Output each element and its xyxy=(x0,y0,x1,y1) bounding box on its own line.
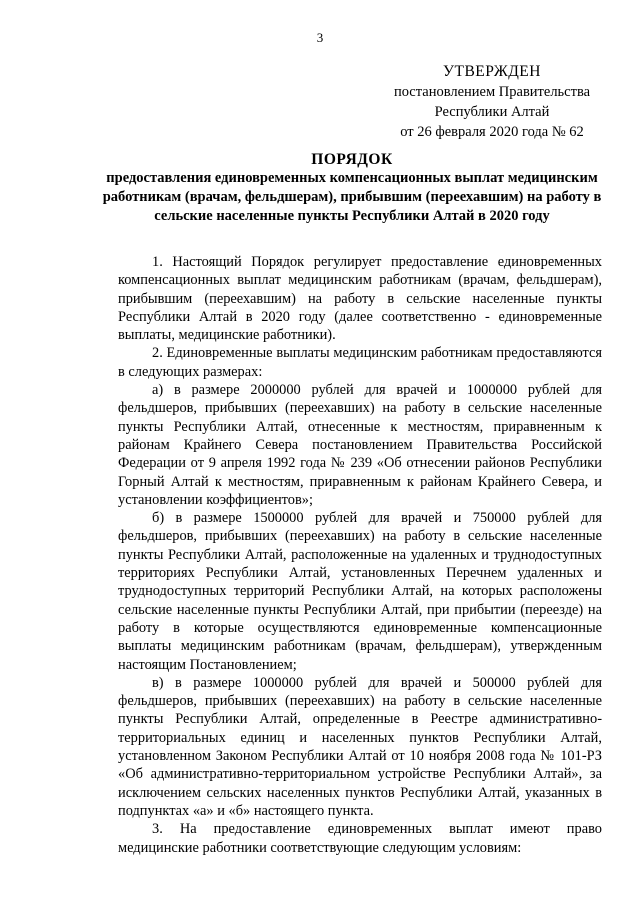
page-number: 3 xyxy=(316,30,324,45)
approval-line-3: от 26 февраля 2020 года № 62 xyxy=(400,124,584,140)
paragraph-2b: б) в размере 1500000 рублей для врачей и 750000 рублей для фельдшеров, прибывших (переехавших) на работу в сельские населенные пункты Республики Алтай, расположенные на удаленных и труднодоступных территориях Республики Алтай, установленных Перечнем удаленных и труднодоступных территорий Республики Алтай, на которых расположены сельские населенные пункты Республики Алтай, при прибытии (переезде) на работу в которые осуществляются единовременные компенсационные выплаты медицинским работникам (врачам, фельдшерам), утвержденным настоящим Постановлением; xyxy=(118,510,602,673)
approval-title: УТВЕРЖДЕН xyxy=(443,63,541,80)
paragraph-3: 3. На предоставление единовременных выплат имеют право медицинские работники соответствующие следующим условиям: xyxy=(118,821,602,856)
paragraph-2a: а) в размере 2000000 рублей для врачей и 1000000 рублей для фельдшеров, прибывших (переехавших) на работу в сельские населенные пункты Республики Алтай, отнесенные к местностям, приравненным к районам Крайнего Севера постановлением Правительства Российской Федерации от 9 апреля 1992 года № 239 «Об отнесении районов Республики Горный Алтай к местностям, приравненным к районам Крайнего Севера, и установлении коэффициентов»; xyxy=(118,382,602,508)
paragraph-2c: в) в размере 1000000 рублей для врачей и 500000 рублей для фельдшеров, прибывших (переехавших) на работу в сельские населенные пункты Республики Алтай, определенные в Реестре административно-территориальных единиц и населенных пунктов Республики Алтай, установленном Законом Республики Алтай от 10 ноября 2008 года № 101-РЗ «Об административно-территориальном устройстве Республики Алтай», за исключением сельских населенных пунктов Республики Алтай, указанных в подпунктах «а» и «б» настоящего пункта. xyxy=(118,674,602,819)
approval-line-2: Республики Алтай xyxy=(434,104,550,120)
paragraph-1: 1. Настоящий Порядок регулирует предоставление единовременных компенсационных выплат медицинским работникам (врачам, фельдшерам), прибывшим (переехавшим) на работу в сельские населенные пункты Республики Алтай в 2020 году (далее соответственно - единовременные выплаты, медицинские работники). xyxy=(118,254,602,344)
approval-stamp xyxy=(372,62,612,142)
paragraph-2: 2. Единовременные выплаты медицинским работникам предоставляются в следующих размерах: xyxy=(118,345,602,380)
document-title xyxy=(96,150,608,226)
approval-line-1: постановлением Правительства xyxy=(393,84,591,100)
document-title-main: ПОРЯДОК xyxy=(311,151,393,168)
document-title-subtitle: предоставления единовременных компенсационных выплат медицинским работникам (врачам, фельдшерам), прибывшим (переехавшим) на работу в сельские населенные пункты Республики Алтай в 2020 году xyxy=(102,170,602,224)
document-body xyxy=(118,253,602,857)
